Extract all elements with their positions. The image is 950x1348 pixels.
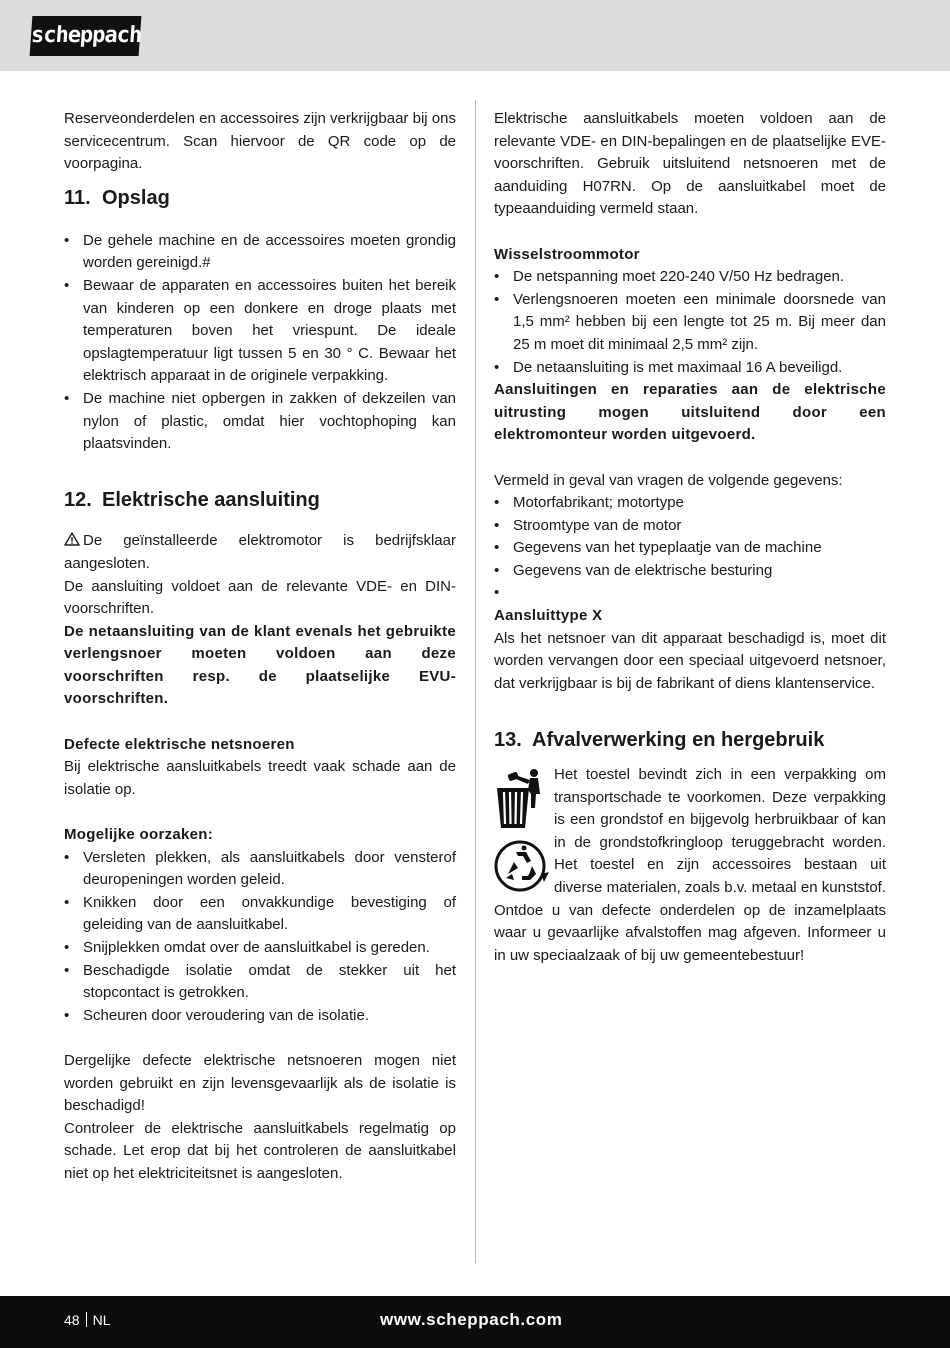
disposal-icons (494, 768, 550, 896)
section-title: Opslag (102, 186, 170, 209)
danger-paragraph: Dergelijke defecte elektrische netsnoeren mogen niet worden gebruikt en zijn levensgevaarlijk als de isolatie is beschadigd! (64, 1051, 456, 1115)
section-number: 13. (494, 729, 522, 752)
info-intro: Vermeld in geval van vragen de volgende gegevens: (494, 471, 843, 489)
intro-paragraph: Reserveonderdelen en accessoires zijn verkrijgbaar bij ons servicecentrum. Scan hiervoor de QR code op de voorpagina. (64, 110, 456, 173)
warning-text: De geïnstalleerde elektromotor is bedrijfsklaar aangesloten. (64, 532, 456, 572)
section-13-heading (494, 726, 886, 754)
section-title: Elektrische aansluiting (102, 489, 320, 512)
warning-triangle-icon (64, 532, 80, 546)
list-item: • Verlengsnoeren moeten een minimale doorsnede van 1,5 mm² hebben bij een lengte tot 25 m. Bij meer dan 25 m moet dit minimaal 2,5 mm² zijn. (494, 289, 886, 357)
list-item: • Scheuren door veroudering van de isolatie. (64, 1005, 456, 1028)
list-item: • Versleten plekken, als aansluitkabels door vensterof deuropeningen worden geleid. (64, 847, 456, 892)
list-item: • De gehele machine en de accessoires moeten grondig worden gereinigd.# (64, 230, 456, 275)
electrician-notice: Aansluitingen en reparaties aan de elektrische uitrusting mogen uitsluitend door een elektromonteur worden uitgevoerd. (494, 381, 886, 444)
warning-paragraph (64, 530, 456, 575)
section-number: 11. (64, 186, 91, 209)
compliance-paragraph: De aansluiting voldoet aan de relevante VDE- en DIN-voorschriften. (64, 577, 456, 618)
connection-type-heading: Aansluittype X (494, 607, 603, 625)
cable-requirements-paragraph: Elektrische aansluitkabels moeten voldoen aan de relevante VDE- en DIN-bepalingen en de plaatselijke EVE-voorschriften. Gebruik uitsluitend netsnoeren met de aanduiding H07RN. Op de aansluitkabel moet de typeaanduiding vermeld staan. (494, 110, 886, 218)
disposal-text: Het toestel bevindt zich in een verpakking om transportschade te voorkomen. Deze verpakking is een grondstof en bijgevolg herbruikbaar of kan in de grondstofkringloop teruggebracht worden. Het toestel en zijn accessoires bestaan uit diverse materialen, zoals b.v. metaal en kunststof. Ontdoe u van defecte onderdelen op de inzamelplaats waar u gevaarlijke afvalstoffen mag afgeven. Informeer u in uw speciaalzaak of bij uw gemeentebestuur! (494, 766, 886, 964)
section-12-heading (64, 486, 456, 514)
connection-type-text: Als het netsnoer van dit apparaat beschadigd is, moet dit worden vervangen door een speciaal uitgevoerd netsnoer, dat verkrijgbaar is bij de fabrikant of diens klantenservice. (494, 629, 886, 692)
ac-motor-heading: Wisselstroommotor (494, 245, 640, 263)
defect-cables-heading: Defecte elektrische netsnoeren (64, 735, 295, 753)
section-number: 12. (64, 489, 92, 512)
possible-causes-heading: Mogelijke oorzaken: (64, 826, 214, 844)
list-item: • Gegevens van de elektrische besturing (494, 560, 886, 583)
left-column (64, 108, 456, 1186)
section-11-heading (64, 184, 456, 212)
page-footer (0, 1296, 950, 1348)
list-item: • Motorfabrikant; motortype (494, 492, 886, 515)
defect-cables-text: Bij elektrische aansluitkabels treedt vaak schade aan de isolatie op. (64, 758, 456, 798)
column-divider (475, 100, 476, 1263)
check-cables-paragraph: Controleer de elektrische aansluitkabels regelmatig op schade. Let erop dat bij het controleren de aansluitkabel niet op het elektriciteitsnet is aangesloten. (64, 1119, 456, 1182)
list-item: • Gegevens van het typeplaatje van de machine (494, 537, 886, 560)
list-item: • Knikken door een onvakkundige bevestiging of geleiding van de aansluitkabel. (64, 892, 456, 937)
causes-list (64, 847, 456, 1028)
list-item: • De netspanning moet 220-240 V/50 Hz bedragen. (494, 266, 886, 289)
list-item: • Beschadigde isolatie omdat de stekker uit het stopcontact is getrokken. (64, 960, 456, 1005)
list-item: • Bewaar de apparaten en accessoires buiten het bereik van kinderen op een donkere en droge plaats met temperaturen boven het vriespunt. De ideale opslagtemperatuur ligt tussen 5 en 30 ° C. Bewaar het elektrisch apparaat in de originele verpakking. (64, 275, 456, 388)
storage-list (64, 230, 456, 456)
list-item: • Snijplekken omdat over de aansluitkabel is gereden. (64, 937, 456, 960)
no-litter-bin-icon (494, 768, 550, 830)
section-title: Afvalverwerking en hergebruik (532, 729, 825, 752)
list-item (494, 582, 886, 605)
list-item: • Stroomtype van de motor (494, 515, 886, 538)
list-item: • De netaansluiting is met maximaal 16 A beveiligd. (494, 357, 886, 380)
info-list (494, 492, 886, 605)
page-number-label (64, 1310, 110, 1330)
scheppach-logo: scheppach (30, 16, 142, 56)
right-column (494, 108, 886, 967)
website-link[interactable]: www.scheppach.com (380, 1310, 563, 1329)
list-item: • De machine niet opbergen in zakken of dekzeilen van nylon of plastic, omdat hier vochtophoping kan plaatsvinden. (64, 388, 456, 456)
page-number: 48 (64, 1312, 80, 1328)
ac-motor-list (494, 266, 886, 379)
mains-connection-notice: De netaansluiting van de klant evenals het gebruikte verlengsnoer moeten voldoen aan deze voorschriften resp. de plaatselijke EVU-voorschriften. (64, 622, 456, 708)
disposal-block (494, 764, 886, 967)
page-header (0, 0, 950, 71)
language-code: NL (92, 1312, 111, 1328)
recycle-icon (494, 834, 550, 896)
